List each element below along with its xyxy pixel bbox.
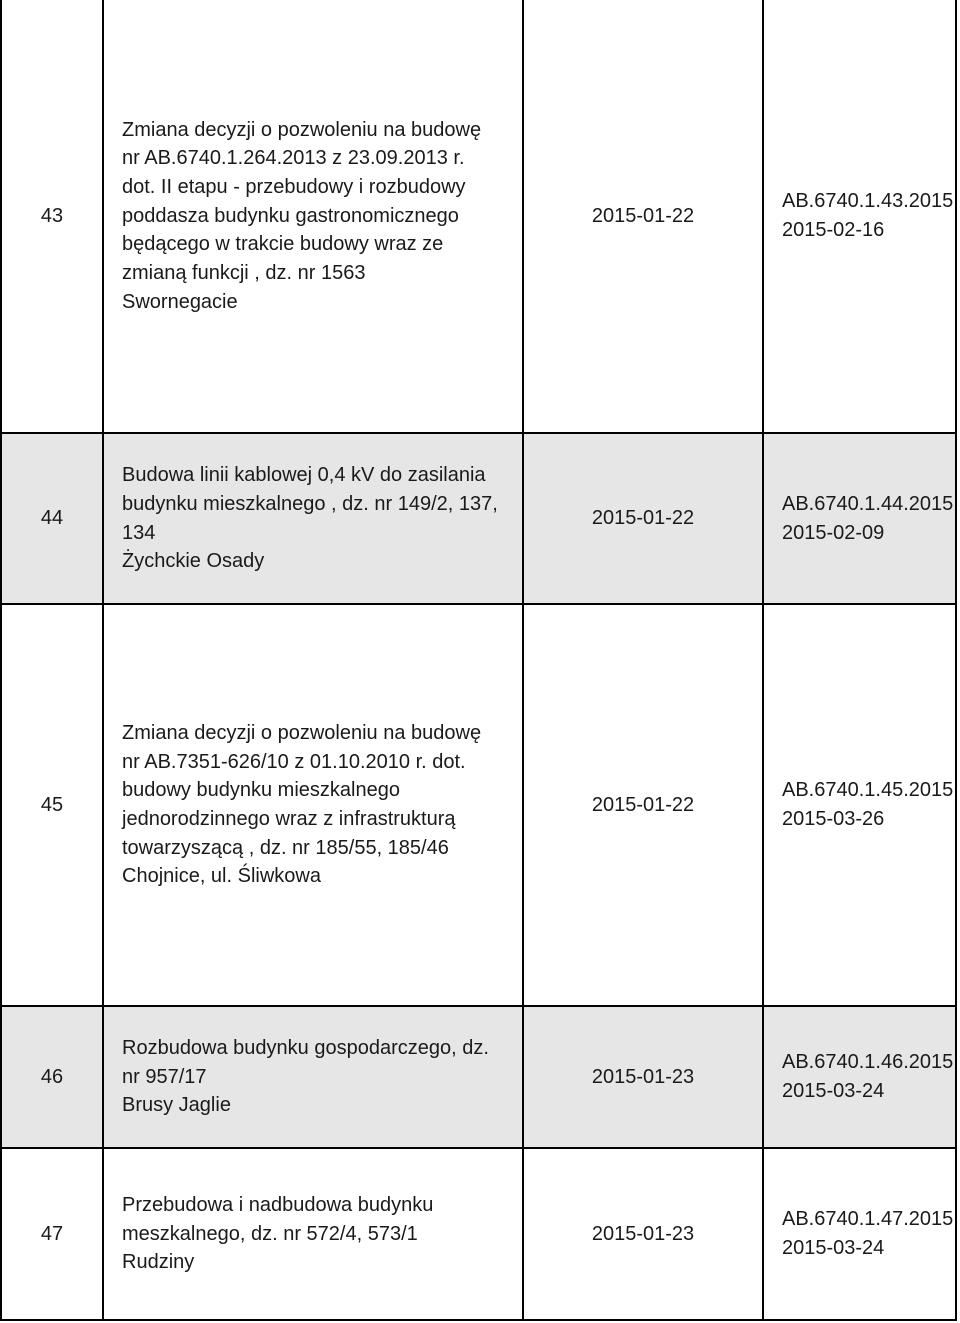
description-line: budowy budynku mieszkalnego [122, 779, 400, 802]
row-date: 2015-01-22 [523, 0, 763, 433]
description-line: Budowa linii kablowej 0,4 kV do zasilania [122, 464, 486, 487]
row-date: 2015-01-23 [523, 1148, 763, 1320]
row-signature-cell [763, 1006, 956, 1148]
table-row [1, 1006, 956, 1148]
decision-date: 2015-03-26 [782, 808, 885, 830]
row-date: 2015-01-22 [523, 433, 763, 604]
case-signature: AB.6740.1.45.2015 [782, 779, 954, 801]
table-row [1, 0, 956, 433]
description-line: Przebudowa i nadbudowa budynku [122, 1193, 434, 1216]
row-number: 45 [1, 604, 103, 1006]
table-row [1, 1148, 956, 1320]
description-line: Zmiana decyzji o pozwoleniu na budowę [122, 118, 482, 141]
row-signature-cell [763, 0, 956, 433]
table-row [1, 433, 956, 604]
description-line: Rozbudowa budynku gospodarczego, dz. [122, 1036, 489, 1059]
description-line: nr AB.7351-626/10 z 01.10.2010 r. dot. [122, 750, 466, 773]
row-number: 47 [1, 1148, 103, 1320]
case-signature: AB.6740.1.46.2015 [782, 1051, 954, 1073]
description-line: nr AB.6740.1.264.2013 z 23.09.2013 r. [122, 147, 465, 170]
row-description [103, 1148, 523, 1320]
description-line: nr 957/17 [122, 1065, 207, 1088]
row-date: 2015-01-23 [523, 1006, 763, 1148]
row-signature-cell [763, 1148, 956, 1320]
description-line: 134 [122, 521, 156, 544]
description-line: Swornegacie [122, 290, 238, 313]
row-number: 46 [1, 1006, 103, 1148]
row-number: 44 [1, 433, 103, 604]
decision-date: 2015-02-09 [782, 521, 885, 544]
decision-date: 2015-03-24 [782, 1237, 885, 1259]
case-signature: AB.6740.1.44.2015 [782, 492, 954, 515]
description-line: Zmiana decyzji o pozwoleniu na budowę [122, 721, 482, 744]
description-line: budynku mieszkalnego , dz. nr 149/2, 137, [122, 492, 498, 515]
case-signature: AB.6740.1.47.2015 [782, 1208, 954, 1230]
description-line: zmianą funkcji , dz. nr 1563 [122, 262, 366, 285]
row-description [103, 0, 523, 433]
row-signature-cell [763, 433, 956, 604]
row-description [103, 433, 523, 604]
row-number: 43 [1, 0, 103, 433]
description-line: towarzyszącą , dz. nr 185/55, 185/46 [122, 836, 449, 859]
description-line: Rudziny [122, 1251, 195, 1274]
row-date: 2015-01-22 [523, 604, 763, 1006]
description-line: Brusy Jaglie [122, 1094, 231, 1117]
table-row [1, 604, 956, 1006]
case-signature: AB.6740.1.43.2015 [782, 190, 954, 212]
decision-date: 2015-03-24 [782, 1080, 885, 1102]
row-signature-cell [763, 604, 956, 1006]
description-line: dot. II etapu - przebudowy i rozbudowy [122, 175, 466, 198]
row-description [103, 1006, 523, 1148]
description-line: poddasza budynku gastronomicznego [122, 204, 459, 227]
description-line: Chojnice, ul. Śliwkowa [122, 865, 321, 888]
decision-date: 2015-02-16 [782, 219, 885, 241]
description-line: będącego w trakcie budowy wraz ze [122, 233, 444, 256]
description-line: jednorodzinnego wraz z infrastrukturą [122, 808, 456, 830]
row-description [103, 604, 523, 1006]
description-line: meszkalnego, dz. nr 572/4, 573/1 [122, 1222, 418, 1245]
description-line: Żychckie Osady [122, 550, 265, 573]
